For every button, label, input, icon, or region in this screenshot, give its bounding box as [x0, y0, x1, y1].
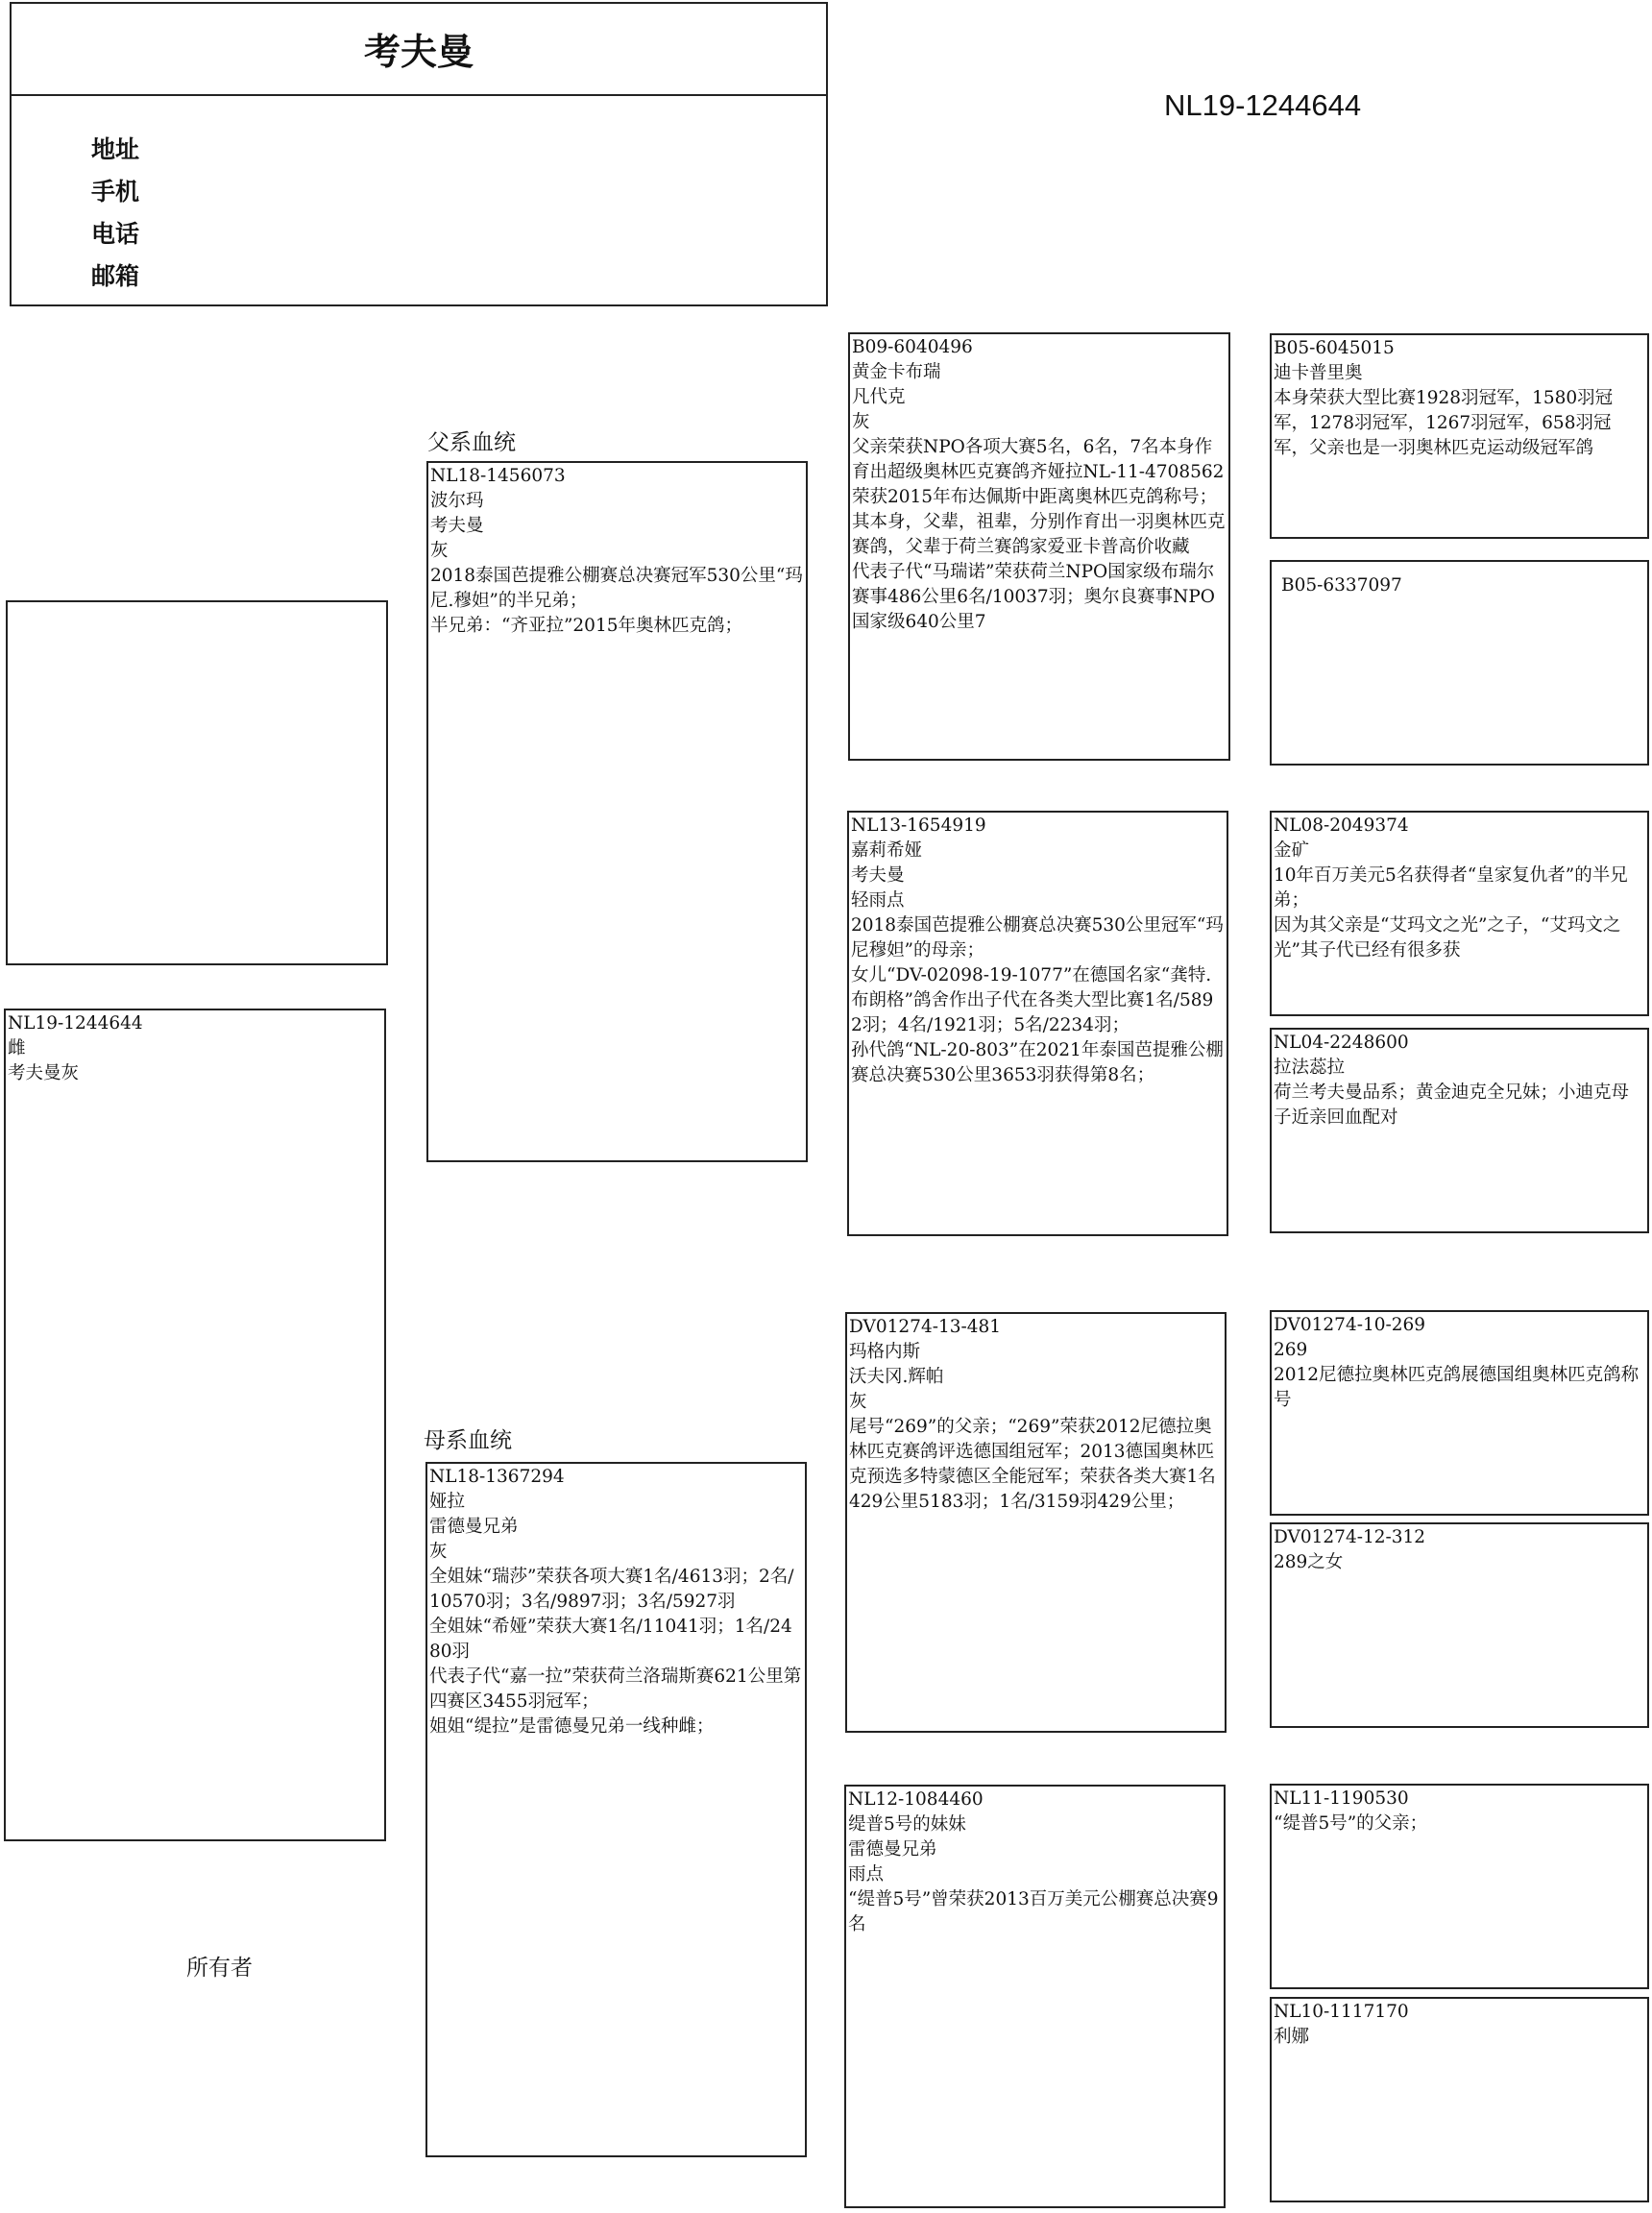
ring-number: NL13-1654919	[851, 815, 986, 836]
pedigree-line: 代表子代“马瑞诺”荣获荷兰NPO国家级布瑞尔赛事486公里6名/10037羽；奥尔良赛事NPO国家级640公里7	[852, 562, 1215, 632]
pedigree-line: 拉法蕊拉	[1274, 1058, 1346, 1078]
pedigree-line: 孙代鸽“NL-20-803”在2021年泰国芭提雅公棚赛总决赛530公里3653羽获得第8名；	[851, 1040, 1224, 1085]
great-grandparent-card-8	[1270, 1997, 1649, 2202]
pedigree-line: 其本身，父辈，祖辈，分别作育出一羽奥林匹克赛鸽，父辈于荷兰赛鸽家爱亚卡普高价收藏	[852, 512, 1226, 557]
pedigree-line: 荷兰考夫曼品系；黄金迪克全兄妹；小迪克母子近亲回血配对	[1274, 1082, 1630, 1128]
mobile-label: 手机	[91, 179, 140, 206]
ring-number: B09-6040496	[852, 337, 973, 357]
sire-line-label: 父系血统	[427, 430, 516, 455]
pedigree-line: 考夫曼	[851, 865, 905, 886]
pedigree-line: 女儿“DV-02098-19-1077”在德国名家“龚特.布朗格”鸽舍作出子代在各类大型比赛1名/5892羽；4名/1921羽；5名/2234羽；	[851, 965, 1214, 1035]
great-grandparent-card-3	[1270, 811, 1649, 1016]
great-grandparent-card-7	[1270, 1784, 1649, 1989]
ring-number: DV01274-10-269	[1274, 1315, 1426, 1335]
pedigree-line: 尾号“269”的父亲；“269”荣获2012尼德拉奥林匹克赛鸽评选德国组冠军；2013德国奥林匹克预选多特蒙德区全能冠军；荣获各类大赛1名429公里5183羽；1名/3159羽429公里；	[849, 1417, 1216, 1512]
pedigree-line: 灰	[429, 1542, 448, 1562]
pedigree-line: 289之女	[1274, 1552, 1344, 1572]
ring-number: NL19-1244644	[8, 1013, 143, 1034]
ring-number: DV01274-13-481	[849, 1317, 1002, 1337]
granddam-sire-side-card	[847, 811, 1228, 1236]
photo-frame	[6, 600, 388, 965]
great-grandparent-card-6	[1270, 1522, 1649, 1728]
dam-card	[425, 1462, 807, 2157]
grandsire-sire-side-card	[848, 332, 1230, 761]
pedigree-line: 金矿	[1274, 840, 1310, 861]
ring-number: B05-6045015	[1274, 338, 1395, 358]
ring-number: NL12-1084460	[848, 1789, 984, 1810]
pedigree-line: 考夫曼灰	[8, 1063, 80, 1083]
ring-number: NL04-2248600	[1274, 1033, 1409, 1053]
pedigree-line: 2018泰国芭提雅公棚赛总决赛530公里冠军“玛尼穆妲”的母亲；	[851, 915, 1224, 961]
ring-number: NL08-2049374	[1274, 815, 1409, 836]
contact-labels	[91, 129, 139, 298]
pedigree-line: 269	[1274, 1340, 1308, 1360]
owner-label: 所有者	[186, 1956, 253, 1981]
pedigree-line: 利娜	[1274, 2027, 1310, 2047]
page-title: 考夫曼	[10, 2, 828, 96]
phone-label: 电话	[91, 221, 140, 248]
subject-card	[4, 1009, 386, 1841]
ring-number: NL11-1190530	[1274, 1788, 1409, 1809]
email-label: 邮箱	[91, 263, 140, 290]
pedigree-line: 半兄弟：“齐亚拉”2015年奥林匹克鸽；	[430, 616, 742, 636]
pedigree-line: 轻雨点	[851, 890, 905, 911]
pedigree-line: 玛格内斯	[849, 1342, 921, 1362]
pedigree-line: 黄金卡布瑞	[852, 362, 941, 382]
pedigree-line: 2012尼德拉奥林匹克鸽展德国组奥林匹克鸽称号	[1274, 1365, 1640, 1410]
pedigree-line: 沃夫冈.辉帕	[849, 1367, 944, 1387]
pedigree-line: 本身荣获大型比赛1928羽冠军，1580羽冠军，1278羽冠军，1267羽冠军，658羽冠军，父亲也是一羽奥林匹克运动级冠军鸽	[1274, 388, 1614, 458]
pedigree-line: 姐姐“缇拉”是雷德曼兄弟一线种雌；	[429, 1716, 715, 1737]
great-grandparent-card-2	[1270, 560, 1649, 766]
pedigree-line: 灰	[852, 412, 870, 432]
pedigree-line: 2018泰国芭提雅公棚赛总决赛冠军530公里“玛尼.穆妲”的半兄弟；	[430, 566, 803, 611]
grandsire-dam-side-card	[845, 1312, 1227, 1733]
address-label: 地址	[91, 136, 140, 163]
pedigree-line: 雌	[8, 1038, 26, 1058]
header-ring-number: NL19-1244644	[1164, 88, 1362, 122]
pedigree-line: 父亲荣获NPO各项大赛5名，6名，7名本身作育出超级奥林匹克赛鸽齐娅拉NL-11-4708562荣获2015年布达佩斯中距离奥林匹克鸽称号；	[852, 437, 1225, 507]
great-grandparent-card-1	[1270, 333, 1649, 539]
ring-number: NL18-1456073	[430, 466, 566, 486]
pedigree-line: 雷德曼兄弟	[429, 1517, 519, 1537]
pedigree-line: 波尔玛	[430, 491, 484, 511]
pedigree-line: 代表子代“嘉一拉”荣获荷兰洛瑞斯赛621公里第四赛区3455羽冠军；	[429, 1666, 802, 1712]
ring-number: B05-6337097	[1281, 575, 1402, 596]
dam-line-label: 母系血统	[424, 1428, 512, 1453]
pedigree-line: 嘉莉希娅	[851, 840, 923, 861]
pedigree-line: 雷德曼兄弟	[848, 1839, 937, 1860]
ring-number: DV01274-12-312	[1274, 1527, 1426, 1547]
pedigree-line: 全姐妹“希娅”荣获大赛1名/11041羽；1名/2480羽	[429, 1617, 792, 1662]
pedigree-line: 考夫曼	[430, 516, 484, 536]
ring-number: NL10-1117170	[1274, 2002, 1409, 2022]
pedigree-line: 迪卡普里奥	[1274, 363, 1363, 383]
pedigree-line: “缇普5号”的父亲；	[1274, 1813, 1428, 1834]
pedigree-line: 缇普5号的妹妹	[848, 1814, 966, 1835]
sire-card	[426, 461, 808, 1162]
pedigree-line: 娅拉	[429, 1492, 466, 1512]
pedigree-line: 灰	[430, 541, 449, 561]
pedigree-line: 灰	[849, 1392, 867, 1412]
ring-number: NL18-1367294	[429, 1467, 565, 1487]
pedigree-line: 全姐妹“瑞莎”荣获各项大赛1名/4613羽；2名/10570羽；3名/9897羽；3名/5927羽	[429, 1567, 794, 1612]
pedigree-line: 10年百万美元5名获得者“皇家复仇者”的半兄弟；	[1274, 865, 1628, 911]
pedigree-line: 凡代克	[852, 387, 906, 407]
pedigree-line: 雨点	[848, 1864, 885, 1885]
pedigree-line: 因为其父亲是“艾玛文之光”之子，“艾玛文之光”其子代已经有很多获	[1274, 915, 1621, 961]
great-grandparent-card-4	[1270, 1028, 1649, 1233]
great-grandparent-card-5	[1270, 1310, 1649, 1516]
granddam-dam-side-card	[844, 1785, 1226, 2208]
pedigree-line: “缇普5号”曾荣获2013百万美元公棚赛总决赛9名	[848, 1889, 1219, 1934]
